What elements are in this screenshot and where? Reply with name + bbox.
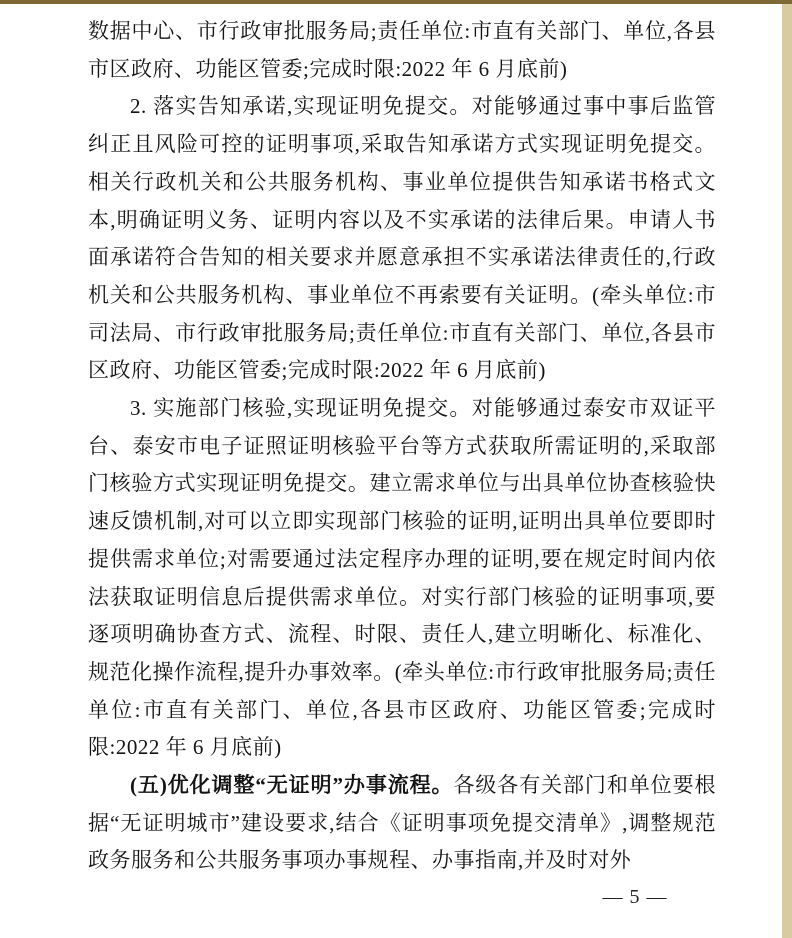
paragraph [88,13,716,88]
text-segment: 数据中心、市行政审批服务局;责任单位:市直有关部门、单位,各县市区政府、功能区管委;完成时限:2022 年 6 月底前) [88,19,716,81]
text-segment: 各级各有关部门和单位要根据“无证明城市”建设要求,结合《证明事项免提交清单》,调整规范政务服务和公共服务事项办事规程、办事指南,并及时对外 [88,773,716,873]
text-segment: (五)优化调整“无证明”办事流程。 [130,773,454,798]
text-segment: 2. 落实告知承诺,实现证明免提交。 [130,94,472,119]
text-segment: (牵头单位:市行政审批服务局;责任单位:市直有关部门、单位,各县市区政府、功能区管委;完成时限:2022 年 6 月底前) [88,659,716,760]
paragraph [88,767,716,880]
text-segment: 对能够通过事中事后监管纠正且风险可控的证明事项,采取告知承诺方式实现证明免提交。相关行政机关和公共服务机构、事业单位提供告知承诺书格式文本,明确证明义务、证明内容以及不实承诺的法律后果。申请人书面承诺符合告知的相关要求并愿意承担不实承诺法律责任的,行政机关和公共服务机构、事业单位不再索要有关证明。 [88,94,717,307]
page-number: — 5 — [602,886,668,908]
text-segment: 对能够通过泰安市双证平台、泰安市电子证照证明核验平台等方式获取所需证明的,采取部门核验方式实现证明免提交。建立需求单位与出具单位协查核验快速反馈机制,对可以立即实现部门核验的证明,证明出具单位要即时提供需求单位;对需要通过法定程序办理的证明,要在规定时间内依法获取证明信息后提供需求单位。对实行部门核验的证明事项,要逐项明确协查方式、流程、时限、责任人,建立明晰化、标准化、规范化操作流程,提升办事效率。 [88,396,717,684]
right-edge-strip [782,4,792,938]
text-segment: (牵头单位:市司法局、市行政审批服务局;责任单位:市直有关部门、单位,各县市区政府、功能区管委;完成时限:2022 年 6 月底前) [88,282,717,383]
paragraph [88,88,716,390]
text-segment: 3. 实施部门核验,实现证明免提交。 [130,396,472,421]
document-body [88,13,716,880]
paragraph [88,390,716,767]
top-accent-bar [0,0,792,4]
